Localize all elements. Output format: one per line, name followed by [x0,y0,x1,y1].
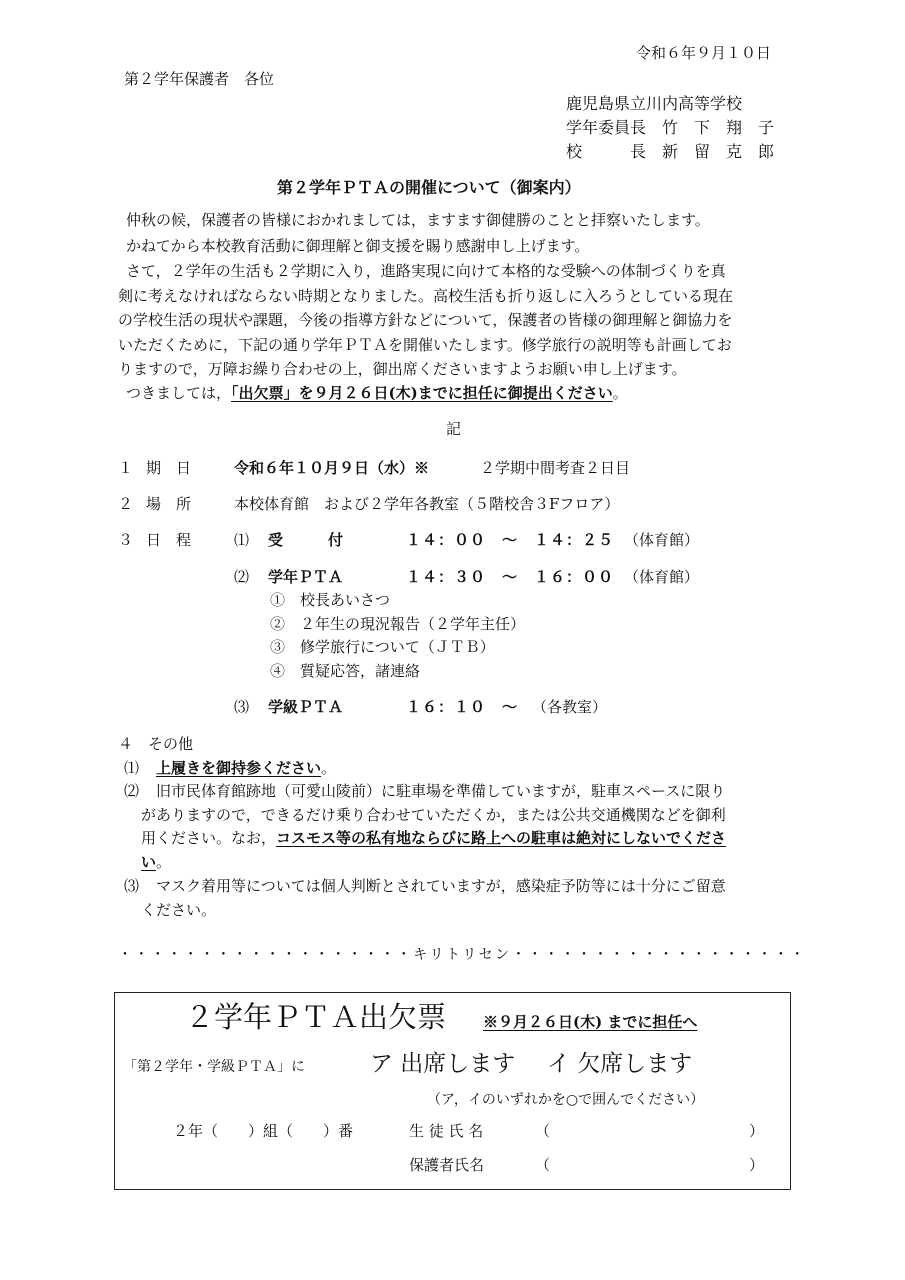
student-name-label: 生 徒 氏 名 [409,1122,484,1140]
document-title: 第２学年ＰＴＡの開催について（御案内） [277,178,581,197]
guardian-name-close-paren: ） [749,1156,765,1174]
agenda-item-3: ③ 修学旅行について（ＪＴＢ） [270,638,495,656]
option-attend[interactable]: ア 出席します [370,1051,516,1077]
student-name-input[interactable] [549,1119,745,1143]
schedule-2-place: （体育館） [624,568,700,586]
parking-warning-emphasis-end: い [141,853,157,871]
other-heading: ４ その他 [118,735,194,753]
attendance-form [114,992,791,1190]
schedule-2-time: １４：３０ ～ １６：００ [406,568,615,586]
item-2-label: 場 所 [146,495,192,513]
schedule-1-time: １４：００ ～ １４：２５ [406,531,615,549]
agenda-item-1: ① 校長あいさつ [270,591,391,609]
schedule-3-place: （各教室） [532,698,608,716]
body-line-2: かねてから本校教育活動に御理解と御支援を賜り感謝申し上げます。 [126,237,590,255]
guardian-name-label: 保護者氏名 [409,1156,485,1174]
body-line-5: の学校生活の現状や課題，今後の指導方針などについて，保護者の皆様の御理解と御協力を [118,311,733,329]
item-3-number: ３ [118,531,134,549]
form-instruction: （ア，イのいずれかを○で囲んでください） [427,1092,705,1108]
recipient: 第２学年保護者 各位 [124,70,275,88]
sender-principal: 校 長 新 留 克 郎 [566,142,775,161]
student-name-close-paren: ） [749,1122,765,1140]
other-1-number: ⑴ [124,759,140,777]
form-title: ２学年ＰＴＡ出欠票 [185,1000,447,1034]
parking-warning-emphasis: コスモス等の私有地ならびに路上への駐車は絶対にしないでくださ [276,829,727,847]
meeting-place: 本校体育館 および２学年各教室（５階校舎３Fフロア） [234,495,620,513]
other-2-line-2: がありますので，できるだけ乗り合わせていただくか，または公共交通機関などを御利 [141,806,726,824]
meeting-date-note: ２学期中間考査２日目 [480,459,631,477]
cut-line: ・・・・・・・・・・・・・・・・・・キリトリセン・・・・・・・・・・・・・・・・・・ [118,947,807,963]
other-2-line-1: 旧市民体育館跡地（可愛山陵前）に駐車場を準備していますが，駐車スペースに限り [156,782,726,800]
agenda-item-2: ② ２年生の現況報告（２学年主任） [270,615,526,633]
schedule-3-name: 学級ＰＴＡ [268,698,344,716]
agenda-item-4: ④ 質疑応答，諸連絡 [270,662,421,680]
other-3-number: ⑶ [124,877,140,895]
item-3-label: 日 程 [146,531,192,549]
item-2-number: ２ [118,495,134,513]
schedule-2-number: ⑵ [234,568,250,586]
other-1-post: 。 [321,759,337,777]
slippers-emphasis: 上履きを御持参ください [156,759,322,777]
body-line-4: 剣に考えなければならない時期となりました。高校生活も折り返しに入ろうとしている現在 [118,287,734,305]
ki-marker: 記 [446,420,462,438]
guardian-name-input[interactable] [549,1153,745,1177]
other-3-line-1: マスク着用等については個人判断とされていますが，感染症予防等には十分にご留意 [156,877,726,895]
other-2-number: ⑵ [124,782,140,800]
schedule-3-number: ⑶ [234,698,250,716]
document-date: 令和６年９月１０日 [636,44,772,62]
other-2-line-4-post: 。 [156,853,172,871]
body-line-7: りますので，万障お繰り合わせの上，御出席くださいますようお願い申し上げます。 [118,360,687,378]
schedule-3-time: １６：１０ ～ [406,698,519,716]
student-name-open-paren: （ [535,1122,551,1140]
schedule-1-number: ⑴ [234,531,250,549]
sender-school: 鹿児島県立川内高等学校 [566,94,743,113]
sender-committee: 学年委員長 竹 下 翔 子 [566,118,775,137]
item-1-label: 期 日 [146,459,192,477]
form-deadline: ※９月２６日(木) までに担任へ [483,1013,698,1031]
body-line-3: さて，２学年の生活も２学期に入り，進路実現に向けて本格的な受験への体制づくりを真 [126,262,726,280]
other-2-line-4 [141,855,171,870]
schedule-1-place: （体育館） [624,531,700,549]
schedule-1-name: 受 付 [268,531,344,549]
other-1-text [156,761,336,776]
other-2-line-3 [141,831,726,846]
body-line-8 [126,386,628,401]
guardian-name-open-paren: （ [535,1156,551,1174]
class-number-field[interactable]: ２年（ ）組（ ）番 [173,1122,354,1140]
body-line-8-pre: つきましては， [126,384,232,402]
item-1-number: １ [118,459,134,477]
other-3-line-2: ください。 [141,901,217,919]
body-line-6: いただくために，下記の通り学年ＰＴＡを開催いたします。修学旅行の説明等も計画してお [118,336,732,354]
body-line-8-post: 。 [612,384,628,402]
option-absent[interactable]: イ 欠席します [547,1051,693,1077]
submit-deadline-emphasis: 「出欠票」を９月２６日(木)までに担任に御提出ください [231,384,613,402]
other-2-line-3-pre: 用ください。なお， [141,829,277,847]
meeting-date: 令和６年１０月９日（水）※ [234,459,430,477]
body-line-1: 仲秋の候，保護者の皆様におかれましては，ますます御健勝のことと拝察いたします。 [126,211,710,229]
schedule-2-name: 学年ＰＴＡ [268,568,344,586]
form-question: 「第２学年・学級ＰＴＡ」に [123,1059,305,1075]
